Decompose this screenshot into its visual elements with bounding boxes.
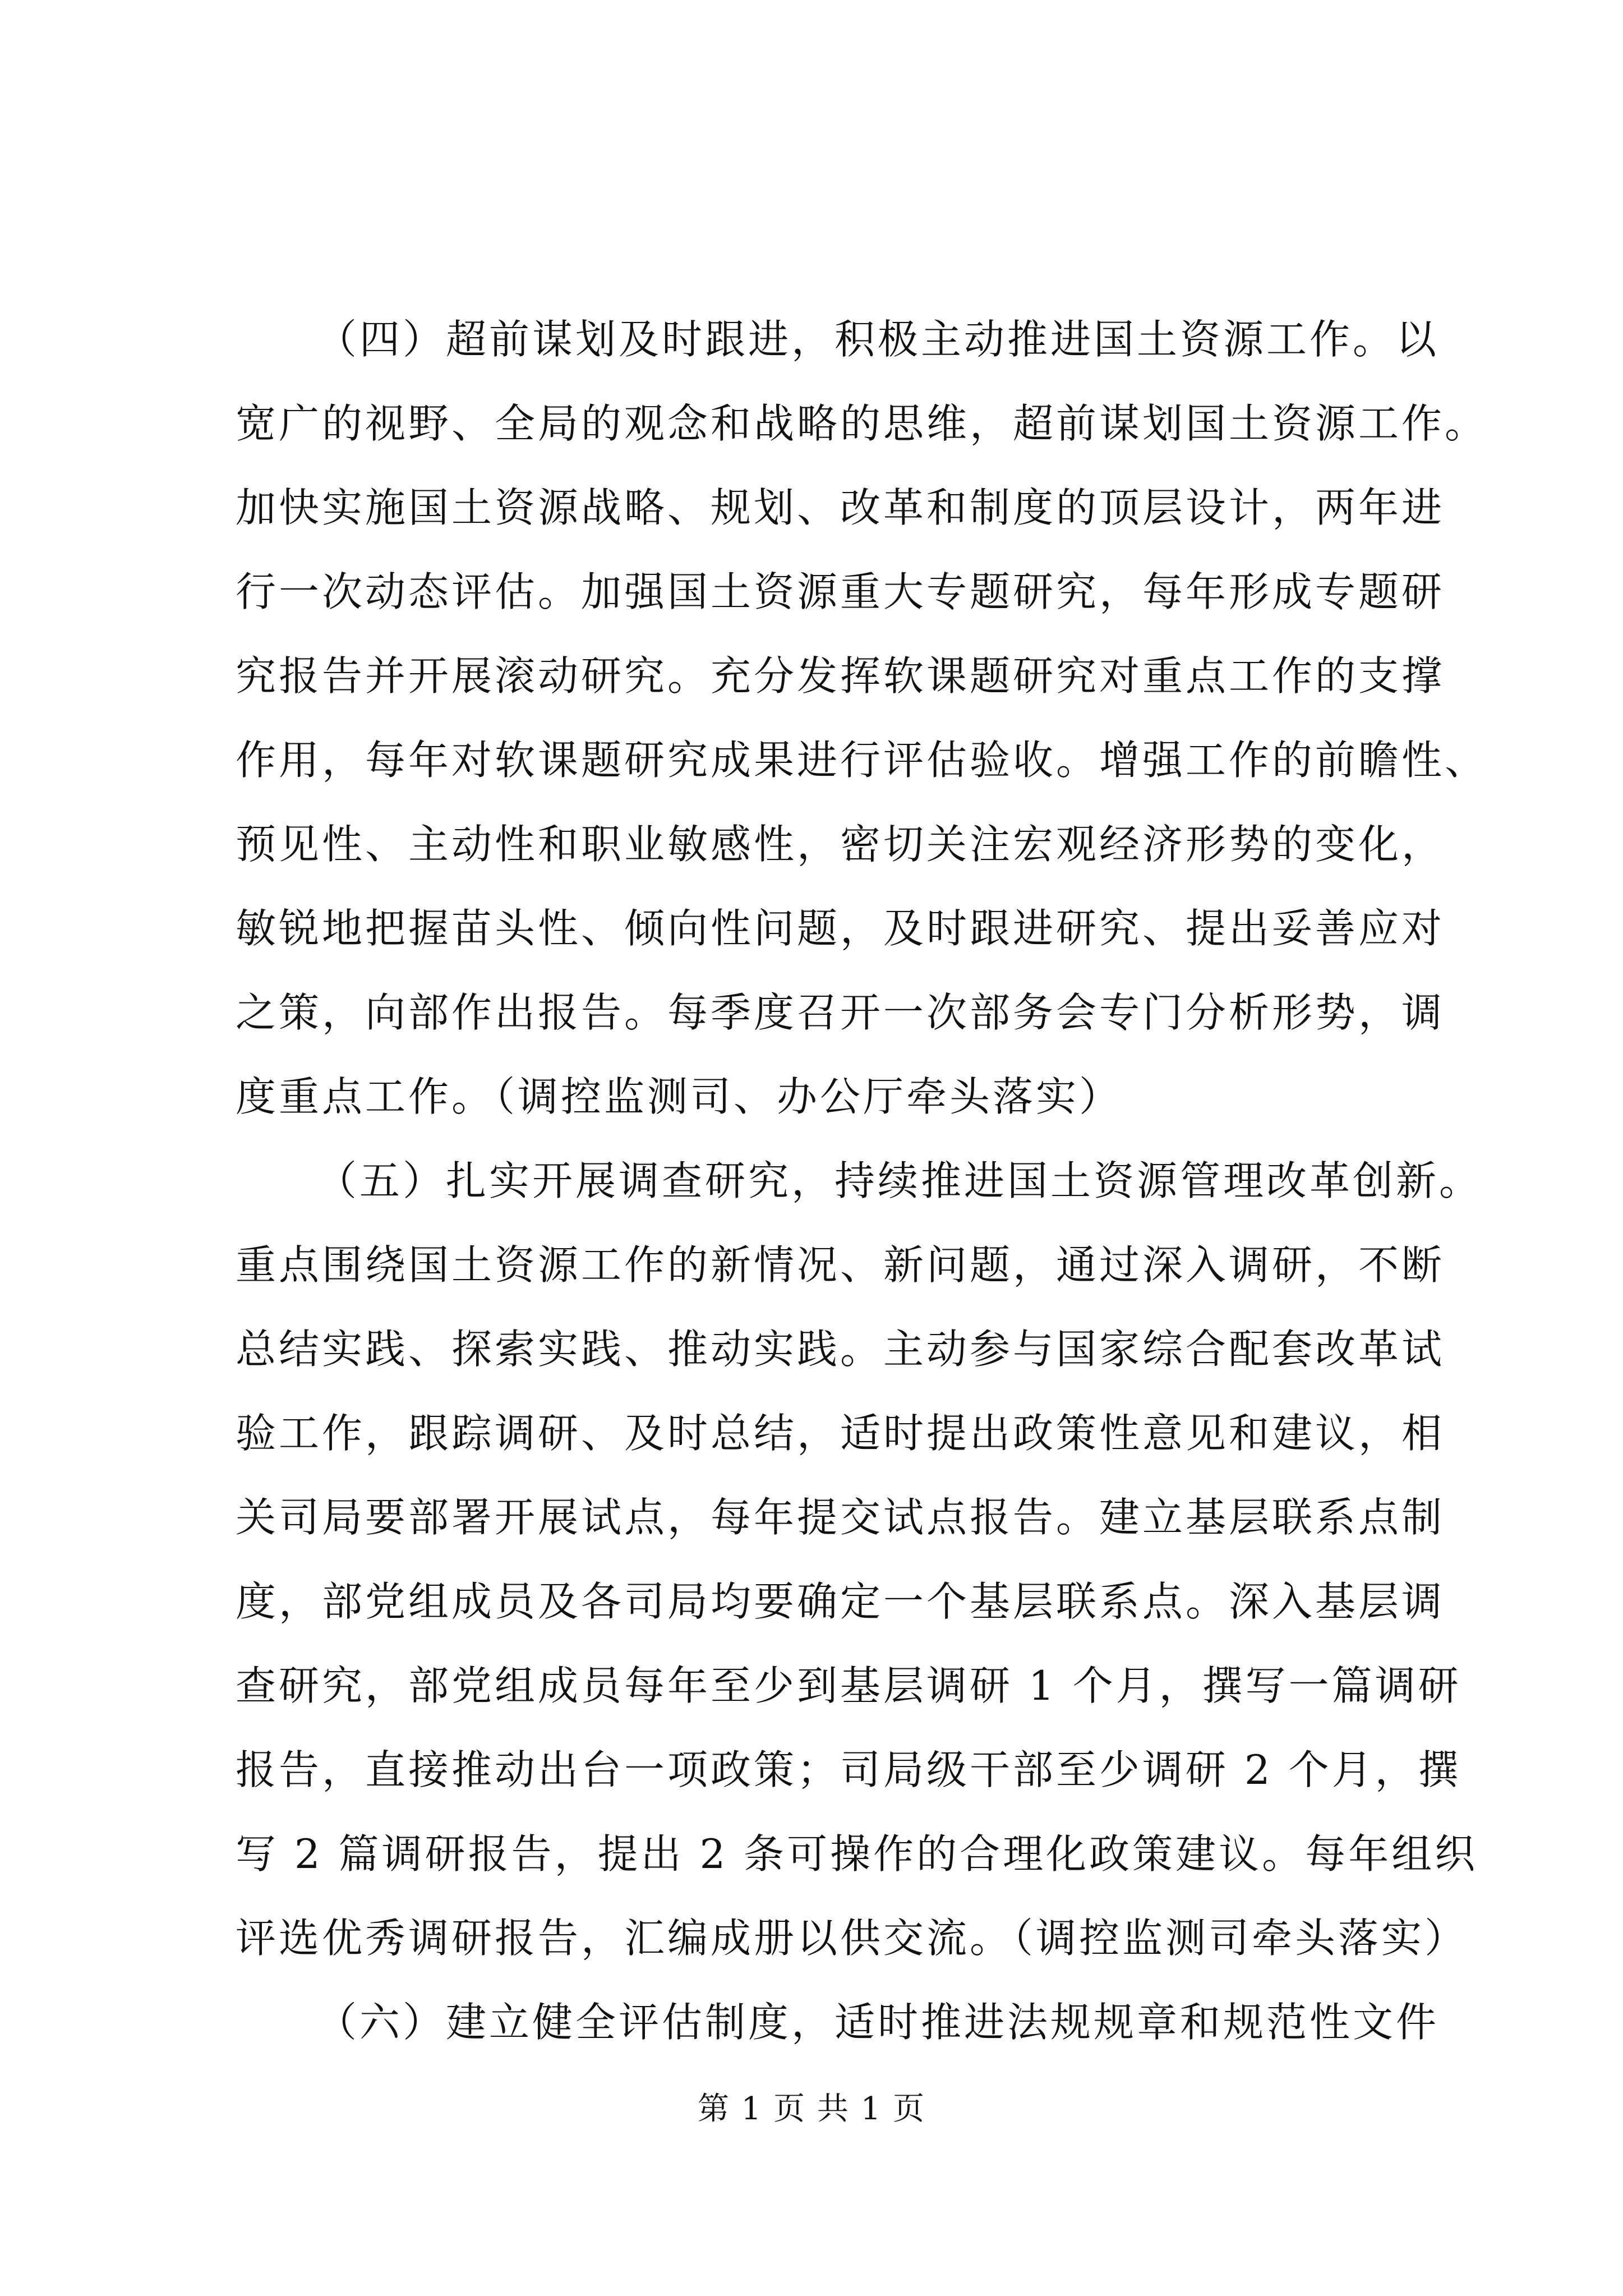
- text-line: 重点围绕国土资源工作的新情况、新问题，通过深入调研，不断: [236, 1241, 1445, 1289]
- text-line: 写 2 篇调研报告，提出 2 条可操作的合理化政策建议。每年组织: [236, 1830, 1478, 1878]
- paragraph-first-line: （六）建立健全评估制度，适时推进法规规章和规范性文件: [316, 1999, 1440, 2046]
- text-line: 验工作，跟踪调研、及时总结，适时提出政策性意见和建议，相: [236, 1410, 1445, 1457]
- text-line: 之策，向部作出报告。每季度召开一次部务会专门分析形势，调: [236, 989, 1445, 1036]
- text-line: 度重点工作。（调控监测司、办公厅牵头落实）: [236, 1073, 1123, 1120]
- text-line: 关司局要部署开展试点，每年提交试点报告。建立基层联系点制: [236, 1494, 1445, 1541]
- text-line: 报告，直接推动出台一项政策；司局级干部至少调研 2 个月，撰: [236, 1746, 1461, 1793]
- text-line: 宽广的视野、全局的观念和战略的思维，超前谋划国土资源工作。: [236, 400, 1488, 447]
- text-line: 查研究，部党组成员每年至少到基层调研 1 个月，撰写一篇调研: [236, 1662, 1461, 1709]
- text-line: 敏锐地把握苗头性、倾向性问题，及时跟进研究、提出妥善应对: [236, 905, 1445, 952]
- text-line: 究报告并开展滚动研究。充分发挥软课题研究对重点工作的支撑: [236, 652, 1445, 700]
- text-line: 预见性、主动性和职业敏感性，密切关注宏观经济形势的变化，: [236, 821, 1445, 868]
- paragraph-first-line: （五）扎实开展调查研究，持续推进国土资源管理改革创新。: [316, 1157, 1483, 1204]
- text-line: 评选优秀调研报告，汇编成册以供交流。（调控监测司牵头落实）: [236, 1915, 1468, 1962]
- text-line: 作用，每年对软课题研究成果进行评估验收。增强工作的前瞻性、: [236, 737, 1488, 784]
- text-line: 总结实践、探索实践、推动实践。主动参与国家综合配套改革试: [236, 1326, 1445, 1373]
- text-line: 加快实施国土资源战略、规划、改革和制度的顶层设计，两年进: [236, 484, 1445, 531]
- page-footer: 第 1 页 共 1 页: [697, 2091, 926, 2127]
- paragraph-first-line: （四）超前谋划及时跟进，积极主动推进国土资源工作。以: [316, 316, 1440, 363]
- document-body: [236, 297, 1488, 2064]
- text-line: 行一次动态评估。加强国土资源重大专题研究，每年形成专题研: [236, 568, 1445, 615]
- text-line: 度，部党组成员及各司局均要确定一个基层联系点。深入基层调: [236, 1578, 1445, 1625]
